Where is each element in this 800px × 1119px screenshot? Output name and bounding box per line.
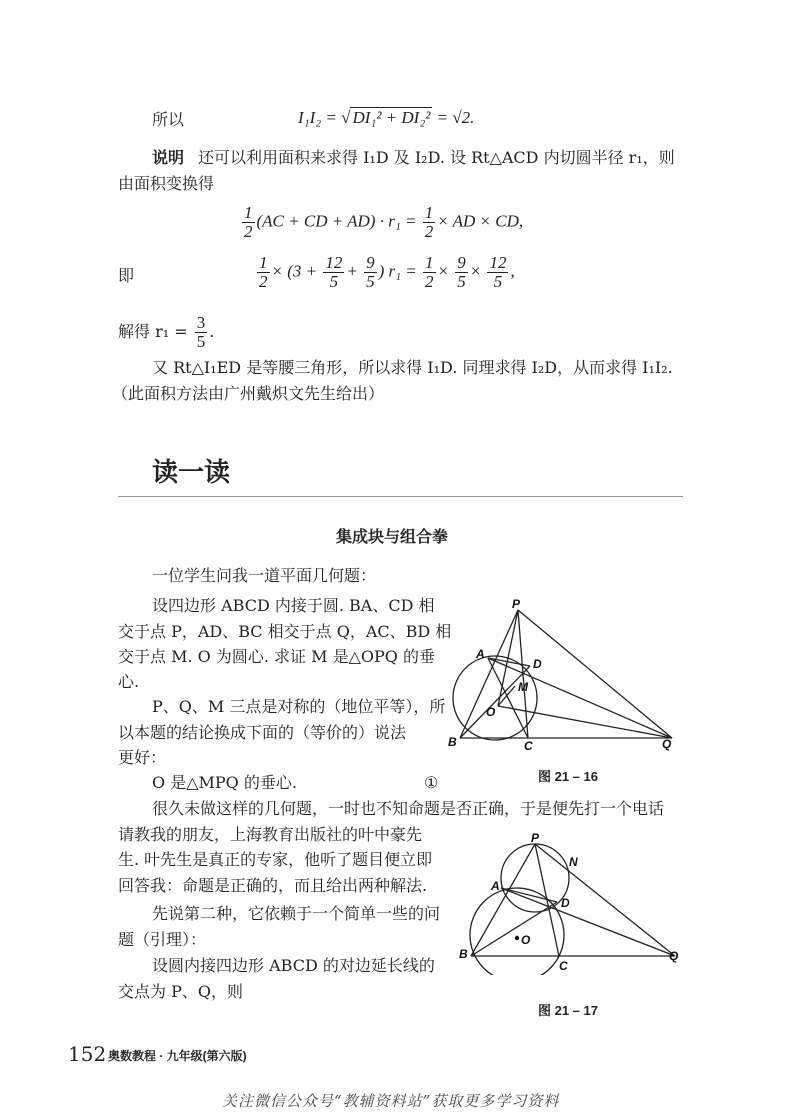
frac-3-5 xyxy=(195,314,208,351)
shuoming-line xyxy=(152,146,675,170)
label-o: O xyxy=(486,705,496,719)
para-7-line-1: 设圆内接四边形 ABCD 的对边延长线的 xyxy=(152,956,435,975)
frac-den: 2 xyxy=(425,272,434,291)
para-2-line-2: 交于点 P，AD、BC 相交于点 Q，AC、BD 相 xyxy=(118,622,452,641)
eq-lhs: I₁I₂ = xyxy=(298,108,337,127)
frac-den: 5 xyxy=(457,272,466,291)
equation-ji xyxy=(255,254,515,291)
para-5-line-1: 很久未做这样的几何题，一时也不知命题是否正确，于是便先打一个电话 xyxy=(152,799,665,818)
frac-12-5 xyxy=(323,254,344,291)
label-d: D xyxy=(533,657,542,671)
line-rt: 又 Rt△I₁ED 是等腰三角形，所以求得 I₁D. 同理求得 I₂D，从而求得 I₁I₂. xyxy=(152,358,673,377)
label-m: M xyxy=(518,680,528,694)
label-c: C xyxy=(524,739,533,753)
eq3-d: × xyxy=(437,261,449,281)
para-2-line-1: 设四边形 ABCD 内接于圆. BA、CD 相 xyxy=(152,596,435,615)
eq2-lhs: (AC + CD + AD) · r₁ = xyxy=(256,211,417,231)
para-2-line-3: 交于点 M. O 为圆心. 求证 M 是△OPQ 的垂 xyxy=(118,647,435,666)
label-q: Q xyxy=(669,949,679,963)
shuoming-cont: 由面积变换得 xyxy=(118,174,215,193)
frac-num: 1 xyxy=(424,203,434,222)
para-1: 一位学生问我一道平面几何题： xyxy=(152,566,377,585)
eq3-a: × (3 + xyxy=(271,261,318,281)
frac-den: 2 xyxy=(244,222,253,241)
frac-den: 2 xyxy=(424,222,434,241)
section-title: 读一读 xyxy=(152,458,231,488)
shuoming-label: 说明 xyxy=(152,148,185,167)
frac-num: 9 xyxy=(457,253,466,272)
eq-root: DI₁² + DI₂² xyxy=(352,108,431,127)
suoyi-text: 所以 xyxy=(152,110,185,129)
frac-12-5b xyxy=(487,254,508,291)
fig-21-16-caption: 图 21 – 16 xyxy=(538,769,598,784)
label-n: N xyxy=(569,855,578,869)
line-credit: （此面积方法由广州戴炽文先生给出） xyxy=(112,384,385,403)
figure-21-16 xyxy=(440,598,690,758)
frac-num: 9 xyxy=(366,253,375,272)
line-bd xyxy=(471,902,557,956)
frac-9-5b xyxy=(455,254,468,291)
frac-den: 5 xyxy=(329,272,339,291)
frac-half-4 xyxy=(423,254,436,291)
para-5-line-3: 生. 叶先生是真正的专家，他听了题目便立即 xyxy=(118,850,433,869)
page-number: 152 xyxy=(68,1042,107,1066)
para-5-line-2: 请教我的朋友，上海教育出版社的叶中豪先 xyxy=(118,825,423,844)
line-aq xyxy=(488,658,672,738)
watermark: 关注微信公众号“教辅资料站”获取更多学习资料 xyxy=(222,1092,560,1110)
jiede-text: 解得 r₁ = xyxy=(118,322,188,341)
line-ac xyxy=(488,658,528,738)
label-p: P xyxy=(512,598,521,611)
article-title: 集成块与组合拳 xyxy=(336,529,449,546)
line-op xyxy=(498,610,518,706)
label-a: A xyxy=(491,879,500,893)
para-7-line-2: 交点为 P、Q，则 xyxy=(118,982,243,1001)
equation-i1i2 xyxy=(298,108,474,128)
label-q: Q xyxy=(662,737,672,751)
frac-num: 1 xyxy=(244,203,253,222)
frac-den: 5 xyxy=(196,332,206,351)
label-b: B xyxy=(459,947,468,961)
equation-area xyxy=(240,204,523,241)
label-d: D xyxy=(561,896,570,910)
figure-21-17 xyxy=(455,830,695,975)
frac-half-2 xyxy=(423,204,436,241)
frac-num: 1 xyxy=(425,253,434,272)
eq2-rhs: × AD × CD, xyxy=(437,211,524,231)
jiede-line xyxy=(118,314,214,351)
frac-half-3 xyxy=(257,254,270,291)
frac-num: 1 xyxy=(259,253,268,272)
frac-num: 12 xyxy=(489,253,507,272)
frac-den: 2 xyxy=(259,272,268,291)
label-b: B xyxy=(448,735,457,749)
center-dot xyxy=(515,936,519,940)
frac-den: 5 xyxy=(493,272,503,291)
book-title: 奥数教程 · 九年级(第六版) xyxy=(108,1049,247,1063)
fig-21-17-caption: 图 21 – 17 xyxy=(538,1003,598,1018)
eq3-e: × xyxy=(469,261,482,281)
eq3-b: + xyxy=(346,261,358,281)
eq-rhs: = √2. xyxy=(436,108,475,127)
para-4: O 是△MPQ 的垂心. xyxy=(152,773,297,792)
frac-num: 3 xyxy=(196,313,206,332)
frac-9-5 xyxy=(364,254,377,291)
frac-half xyxy=(242,204,255,241)
line-pq xyxy=(518,610,672,738)
shuoming-text: 还可以利用面积来求得 I₁D 及 I₂D. 设 Rt△ACD 内切圆半径 r₁，则 xyxy=(198,148,675,167)
para-2-line-4: 心. xyxy=(118,672,140,691)
para-6-line-1: 先说第二种，它依赖于一个简单一些的问 xyxy=(152,904,441,923)
eq3-f: , xyxy=(510,261,515,281)
para-3-line-1: P、Q、M 三点是对称的（地位平等），所 xyxy=(152,697,446,716)
period: . xyxy=(209,322,215,341)
para-4-number: ① xyxy=(424,773,439,792)
section-divider xyxy=(118,496,683,497)
label-p: P xyxy=(531,831,540,845)
frac-num: 12 xyxy=(325,253,343,272)
line-bd xyxy=(460,666,530,738)
para-5-line-4: 回答我：命题是正确的，而且给出两种解法. xyxy=(118,876,428,895)
large-circle xyxy=(470,888,564,975)
eq3-c: ) r₁ = xyxy=(378,261,417,281)
ji-text: 即 xyxy=(118,266,135,285)
label-o: O xyxy=(521,933,531,947)
para-3-line-3: 更好： xyxy=(118,748,167,767)
frac-den: 5 xyxy=(366,272,375,291)
label-a: A xyxy=(476,647,485,661)
label-c: C xyxy=(559,959,568,973)
para-6-line-2: 题（引理）： xyxy=(118,930,207,949)
sqrt-sign: √ xyxy=(341,108,351,127)
para-3-line-2: 以本题的结论换成下面的（等价的）说法 xyxy=(118,723,407,742)
line-oq xyxy=(498,706,672,738)
